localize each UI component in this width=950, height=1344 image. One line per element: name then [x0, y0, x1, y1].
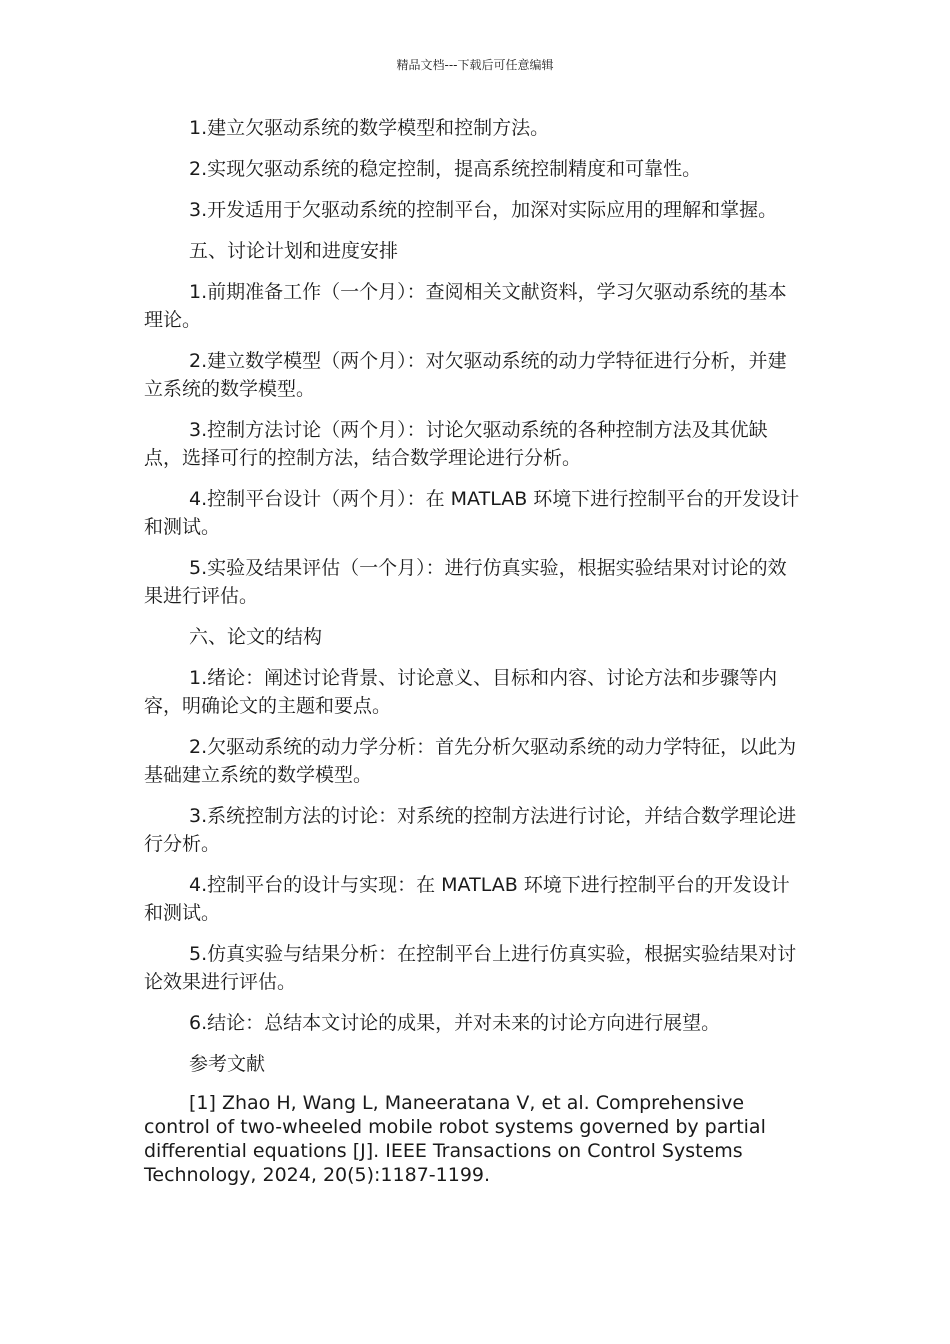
schedule-item-3: 3.控制方法讨论（两个月）：讨论欠驱动系统的各种控制方法及其优缺点，选择可行的控制方法，结合数学理论进行分析。 [144, 419, 768, 469]
schedule-item-1: 1.前期准备工作（一个月）：查阅相关文献资料，学习欠驱动系统的基本理论。 [144, 281, 787, 331]
structure-item-3: 3.系统控制方法的讨论：对系统的控制方法进行讨论，并结合数学理论进行分析。 [144, 805, 797, 855]
references-heading: 参考文献 [189, 1053, 266, 1075]
schedule-item-2: 2.建立数学模型（两个月）：对欠驱动系统的动力学特征进行分析，并建立系统的数学模型。 [144, 350, 787, 400]
section-heading-schedule: 五、讨论计划和进度安排 [189, 240, 399, 262]
structure-item-1: 1.绪论：阐述讨论背景、讨论意义、目标和内容、讨论方法和步骤等内容，明确论文的主题和要点。 [144, 667, 778, 717]
structure-item-6: 6.结论：总结本文讨论的成果，并对未来的讨论方向进行展望。 [189, 1012, 721, 1034]
structure-item-4: 4.控制平台的设计与实现：在 MATLAB 环境下进行控制平台的开发设计和测试。 [144, 874, 790, 924]
reference-entry-1: [1] Zhao H, Wang L, Maneeratana V, et al. Comprehensive control of two-wheeled mobile robot systems governed by partial differential equations [J]. IEEE Transactions on Control Systems Technology, 2024, 20(5):1187-1199. [144, 1092, 766, 1186]
section-heading-structure: 六、论文的结构 [189, 626, 323, 648]
structure-item-5: 5.仿真实验与结果分析：在控制平台上进行仿真实验，根据实验结果对讨论效果进行评估。 [144, 943, 797, 993]
objective-3: 3.开发适用于欠驱动系统的控制平台，加深对实际应用的理解和掌握。 [189, 199, 778, 221]
schedule-item-4: 4.控制平台设计（两个月）：在 MATLAB 环境下进行控制平台的开发设计和测试。 [144, 488, 800, 538]
document-body [144, 114, 804, 1200]
objective-2: 2.实现欠驱动系统的稳定控制，提高系统控制精度和可靠性。 [189, 158, 702, 180]
objective-1: 1.建立欠驱动系统的数学模型和控制方法。 [189, 117, 550, 139]
page-header: 精品文档---下载后可任意编辑 [396, 58, 554, 72]
structure-item-2: 2.欠驱动系统的动力学分析：首先分析欠驱动系统的动力学特征，以此为基础建立系统的数学模型。 [144, 736, 797, 786]
schedule-item-5: 5.实验及结果评估（一个月）：进行仿真实验，根据实验结果对讨论的效果进行评估。 [144, 557, 787, 607]
